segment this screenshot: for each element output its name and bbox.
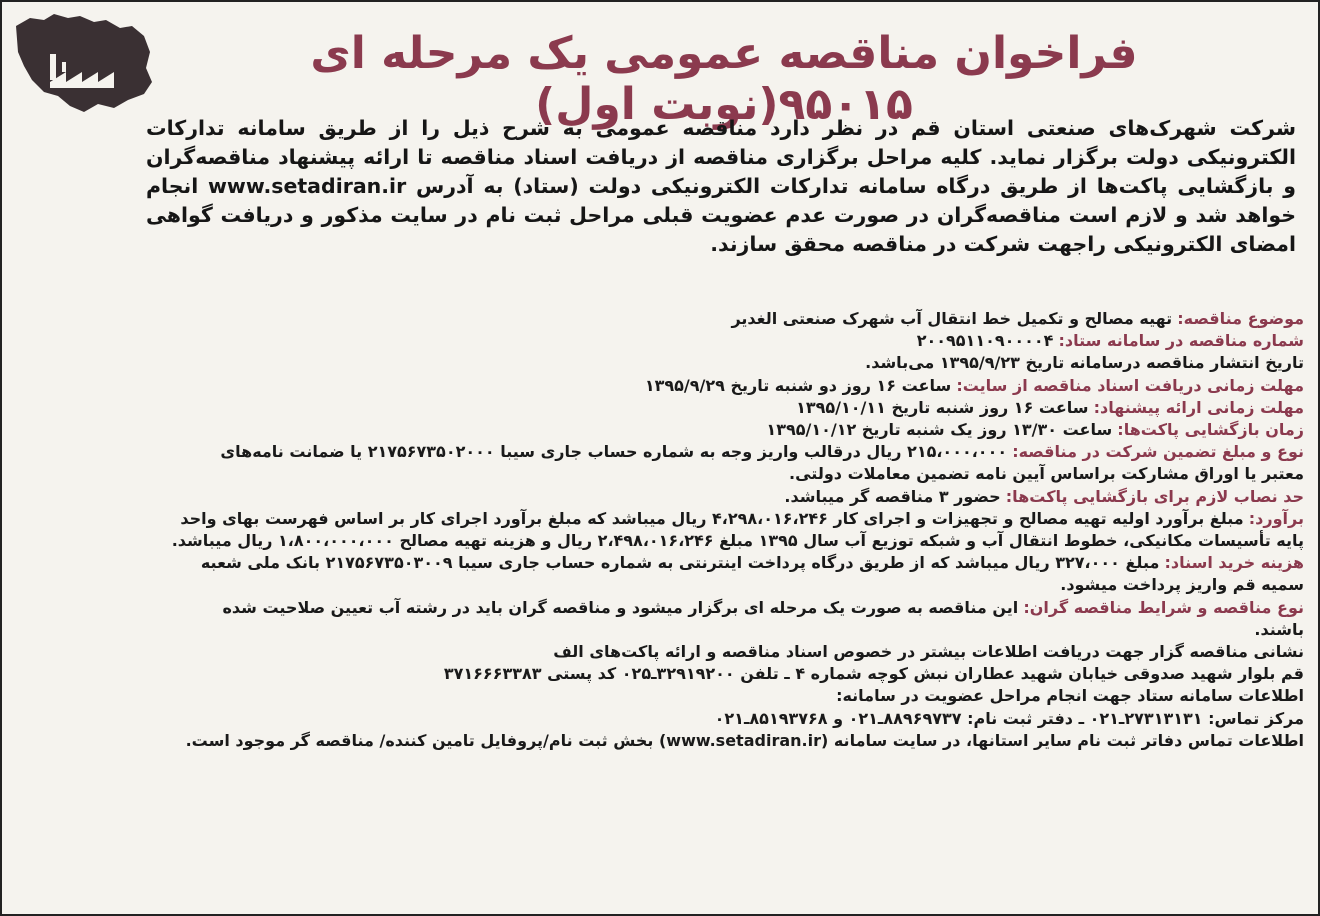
opening-time-label: زمان بازگشایی پاکت‌ها: bbox=[1117, 420, 1304, 440]
offer-deadline-value: ساعت ۱۶ روز شنبه تاریخ ۱۳۹۵/۱۰/۱۱ bbox=[796, 397, 1089, 417]
subject-value: تهیه مصالح و تکمیل خط انتقال آب شهرک صنعتی الغدیر bbox=[731, 309, 1173, 328]
offer-deadline-label: مهلت زمانی ارائه پیشنهاد: bbox=[1093, 397, 1304, 417]
quorum-value: حضور ۳ مناقصه گر میباشد. bbox=[784, 486, 1001, 506]
doc-cost-value: مبلغ ۳۲۷،۰۰۰ ریال میباشد که از طریق درگاه پرداخت اینترنتی به شماره حساب جاری سیبا ۲۱۷۵۶۷۳۵۰۳۰۰۹ بانک ملی شعبه bbox=[200, 553, 1160, 573]
quorum-row bbox=[12, 486, 1304, 508]
doc-cost-row bbox=[12, 552, 1304, 574]
estimate-value: مبلغ برآورد اولیه تهیه مصالح و تجهیزات و اجرای کار ۴،۲۹۸،۰۱۶،۲۴۶ ریال میباشد که مبلغ برآورد اجرای کار بر اساس فهرست بهای واحد bbox=[180, 508, 1244, 528]
conditions-label: نوع مناقصه و شرایط مناقصه گران: bbox=[1023, 597, 1304, 617]
setad-number-label: شماره مناقصه در سامانه ستاد: bbox=[1058, 331, 1304, 351]
contact-numbers: مرکز تماس: ۲۷۳۱۳۱۳۱ـ۰۲۱ ـ دفتر ثبت نام: ۸۸۹۶۹۷۳۷ـ۰۲۱ و ۸۵۱۹۳۷۶۸ـ۰۲۱ bbox=[714, 708, 1304, 728]
offer-deadline-row bbox=[12, 397, 1304, 419]
iran-map-factory-logo bbox=[10, 8, 160, 116]
subject-row bbox=[12, 308, 1304, 330]
guarantee-value: ۲۱۵،۰۰۰،۰۰۰ ریال درقالب واریز وجه به شماره حساب جاری سیبا ۲۱۷۵۶۷۳۵۰۲۰۰۰ یا ضمانت نامه‌های bbox=[220, 442, 1008, 462]
publish-date: تاریخ انتشار مناقصه درسامانه تاریخ ۱۳۹۵/۹/۲۳ می‌باشد. bbox=[865, 353, 1304, 373]
intro-paragraph: شرکت شهرک‌های صنعتی استان قم در نظر دارد مناقصه عمومی به شرح ذیل را از طریق سامانه تدارکات الکترونیکی دولت برگزار نماید. کلیه مراحل برگزاری مناقصه از دریافت اسناد مناقصه تا ارائه پیشنهاد مناقصه‌گران و بازگشایی پاکت‌ها از طریق درگاه سامانه تدارکات الکترونیکی دولت (ستاد) به آدرس www.setadiran.ir انجام خواهد شد و لازم است مناقصه‌گران در صورت عدم عضویت قبلی مراحل ثبت نام در سایت مذکور و دریافت گواهی امضای الکترونیکی راجهت شرکت در مناقصه محقق سازند. bbox=[146, 116, 1296, 256]
quorum-label: حد نصاب لازم برای بازگشایی پاکت‌ها: bbox=[1005, 486, 1304, 506]
opening-time-row bbox=[12, 419, 1304, 441]
registration-info: اطلاعات تماس دفاتر ثبت نام سایر استانها، در سایت سامانه (www.setadiran.ir) بخش ثبت نام/پروفایل تامین کننده/ مناقصه گر موجود است. bbox=[185, 730, 1304, 750]
doc-deadline-row bbox=[12, 375, 1304, 397]
address: قم بلوار شهید صدوقی خیابان شهید عطاران نبش کوچه شماره ۴ ـ تلفن ۳۲۹۱۹۲۰۰ـ۰۲۵ کد پستی ۳۷۱۶۶۶۳۳۸۳ bbox=[443, 664, 1304, 684]
address-intro: نشانی مناقصه گزار جهت دریافت اطلاعات بیشتر در خصوص اسناد مناقصه و ارائه پاکت‌های الف bbox=[553, 642, 1304, 662]
doc-deadline-value: ساعت ۱۶ روز دو شنبه تاریخ ۱۳۹۵/۹/۲۹ bbox=[644, 375, 952, 395]
setad-info: اطلاعات سامانه ستاد جهت انجام مراحل عضویت در سامانه: bbox=[836, 686, 1304, 706]
estimate-continuation: پایه تأسیسات مکانیکی، خطوط انتقال آب و شبکه توزیع آب سال ۱۳۹۵ مبلغ ۲،۴۹۸،۰۱۶،۲۴۶ ریال و هزینه تهیه مصالح ۱،۸۰۰،۰۰۰،۰۰۰ ریال میباشد. bbox=[171, 531, 1304, 551]
conditions-value: این مناقصه به صورت یک مرحله ای برگزار میشود و مناقصه گران باید در رشته آب تعیین صلاحیت شده bbox=[222, 597, 1019, 617]
doc-cost-continuation: سمیه قم واریز پرداخت میشود. bbox=[1060, 575, 1304, 595]
page-title: فراخوان مناقصه عمومی یک مرحله ای ۹۵۰۱۵(نوبت اول) bbox=[310, 28, 1138, 130]
doc-deadline-label: مهلت زمانی دریافت اسناد مناقصه از سایت: bbox=[956, 375, 1304, 395]
subject-label: موضوع مناقصه: bbox=[1177, 309, 1304, 328]
doc-cost-label: هزینه خرید اسناد: bbox=[1164, 553, 1304, 573]
estimate-label: برآورد: bbox=[1248, 508, 1304, 528]
setad-number-value: ۲۰۰۹۵۱۱۰۹۰۰۰۰۴ bbox=[916, 331, 1054, 351]
tender-details bbox=[12, 308, 1304, 752]
conditions-row bbox=[12, 597, 1304, 619]
guarantee-row bbox=[12, 441, 1304, 463]
conditions-continuation: باشند. bbox=[1254, 619, 1304, 639]
guarantee-continuation: معتبر یا اوراق مشارکت براساس آیین نامه تضمین معاملات دولتی. bbox=[789, 464, 1304, 484]
opening-time-value: ساعت ۱۳/۳۰ روز یک شنبه تاریخ ۱۳۹۵/۱۰/۱۲ bbox=[766, 420, 1113, 440]
guarantee-label: نوع و مبلغ تضمین شرکت در مناقصه: bbox=[1012, 442, 1304, 462]
setad-number-row bbox=[12, 330, 1304, 352]
estimate-row bbox=[12, 508, 1304, 530]
